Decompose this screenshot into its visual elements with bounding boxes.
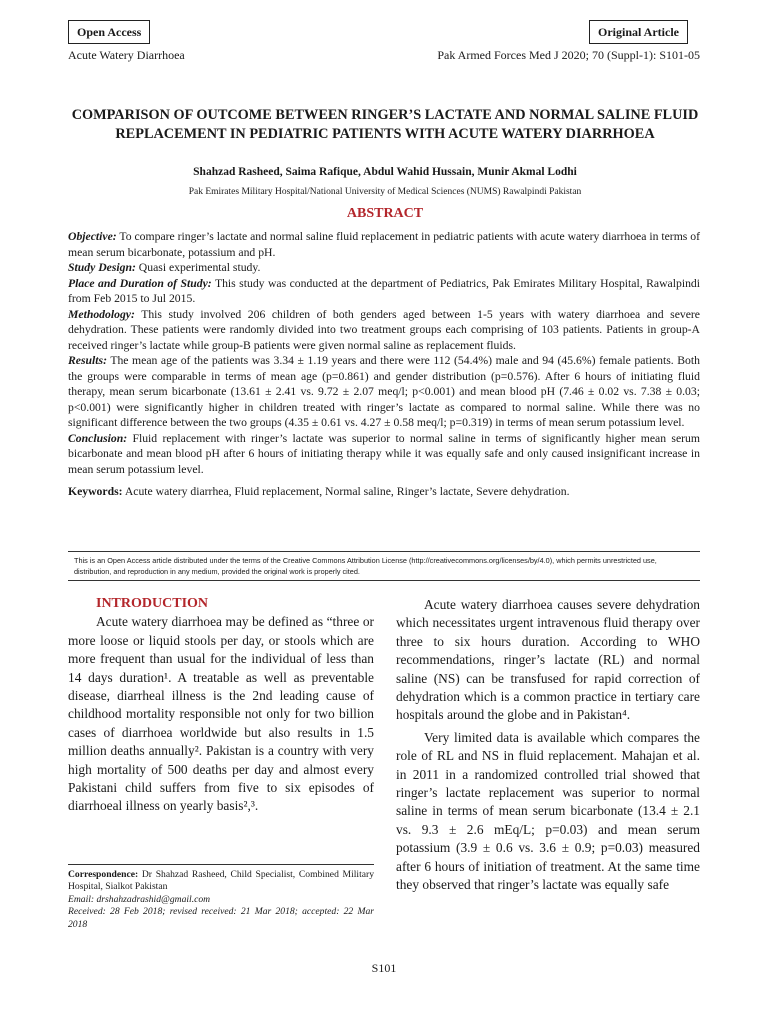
keywords-text: Acute watery diarrhea, Fluid replacement, Normal saline, Ringer’s lactate, Severe dehydration. xyxy=(124,485,570,498)
abstract-conclusion xyxy=(68,431,700,478)
intro-paragraph-3: Very limited data is available which compares the role of RL and NS in fluid replacement. Mahajan et al. in 2011 in a randomized controlled trial showed that ringer’s lactate replacement was superior to normal saline in terms of mean serum bicarbonate (13.4 ± 2.1 vs. 9.3 ± 2.6 mEq/L; p=0.03) and mean serum potassium (3.9 ± 0.6 vs. 3.6 ± 0.9; p=0.03) measured after 6 hours of initiation of treatment. At the same time they observed that ringer’s lactate was equally safe xyxy=(396,729,700,893)
abstract-heading: ABSTRACT xyxy=(346,206,424,221)
methodology-label: Methodology: xyxy=(68,307,135,321)
conclusion-label: Conclusion: xyxy=(68,431,128,445)
license-notice: This is an Open Access article distributed under the terms of the Creative Commons Attribution License (http://creativecommons.org/licenses/by/4.0), which permits unrestricted use, distribution, and reproduction in any medium, provided the original work is properly cited. xyxy=(68,551,700,581)
correspondence-dates: Received: 28 Feb 2018; revised received: 21 Mar 2018; accepted: 22 Mar 2018 xyxy=(68,906,374,930)
intro-paragraph-1: Acute watery diarrhoea may be defined as “three or more loose or liquid stools per day, or stools which are more frequent than usual for the individual of less than 14 days duration¹. A treatable as well as preventable disease, diarrheal illness is the 2nd leading cause of childhood mortality responsible not only for two billion cases of diarrhoea worldwide but also results in 1.5 million deaths annually². Pakistan is a country with very high mortality of 500 deaths per day and almost every Pakistani child suffers from five to six episodes of diarrhoeal illness on yearly basis²,³. xyxy=(68,614,374,814)
affiliation: Pak Emirates Military Hospital/National University of Medical Sciences (NUMS) Rawalpindi Pakistan xyxy=(188,187,582,197)
article-title: COMPARISON OF OUTCOME BETWEEN RINGER’S LACTATE AND NORMAL SALINE FLUID REPLACEMENT IN PEDIATRIC PATIENTS WITH ACUTE WATERY DIARRHOEA xyxy=(71,107,699,142)
correspondence-block xyxy=(68,864,374,931)
introduction-right-column xyxy=(396,596,700,895)
intro-paragraph-2: Acute watery diarrhoea causes severe dehydration which necessitates urgent intravenous fluid therapy over three to six hours duration. According to WHO recommendations, ringer’s lactate (RL) and normal saline (NS) can be transfused for rapid correction of dehydration which is a common practice in tertiary care hospitals around the globe and in Pakistan⁴. xyxy=(396,597,700,723)
abstract-place xyxy=(68,276,700,307)
results-label: Results: xyxy=(68,354,107,367)
abstract-objective xyxy=(68,229,700,260)
author-list: Shahzad Rasheed, Saima Rafique, Abdul Wahid Hussain, Munir Akmal Lodhi xyxy=(193,166,577,178)
abstract-body xyxy=(68,229,700,500)
design-label: Study Design: xyxy=(68,261,136,274)
correspondence-email: Email: drshahzadrashid@gmail.com xyxy=(68,893,211,905)
place-label: Place and Duration of Study: xyxy=(68,276,212,290)
open-access-badge: Open Access xyxy=(68,20,150,44)
place-text: This study was conducted at the department of Pediatrics, Pak Emirates Military Hospital, Rawalpindi from Feb 2015 to Jul 2015. xyxy=(68,276,701,305)
conclusion-text: Fluid replacement with ringer’s lactate was superior to normal saline in terms of significantly higher mean serum bicarbonate and mean blood pH after 6 hours of initiating therapy while it was equally safe and only caused insignificant increase in mean serum potassium level. xyxy=(68,431,700,476)
page-number: S101 xyxy=(371,961,397,975)
running-title: Acute Watery Diarrhoea xyxy=(68,48,185,62)
abstract-methodology xyxy=(68,307,700,354)
methodology-text: This study involved 206 children of both genders aged between 1-5 years with watery diarrhoea and severe dehydration. These patients were randomly divided into two treatment groups each comprising of 103 patients. Patients in group-A received ringer’s lactate while group-B patients were given normal saline as replacement fluids. xyxy=(68,307,700,352)
article-type-badge: Original Article xyxy=(589,20,688,44)
objective-text: To compare ringer’s lactate and normal saline fluid replacement in pediatric patients with acute watery diarrhoea in terms of mean serum bicarbonate, potassium and pH. xyxy=(68,230,700,259)
abstract-design xyxy=(68,260,700,276)
results-text: The mean age of the patients was 3.34 ± 1.19 years and there were 112 (54.4%) male and 94 (45.6%) female patients. Both the groups were comparable in terms of mean age (p=0.861) and gender distribution (p=0.576). After 6 hours of initiating fluid therapy, mean serum bicarbonate (13.61 ± 2.41 vs. 9.72 ± 2.07 meq/l; p<0.001) and mean blood pH (7.46 ± 0.02 vs. 7.38 ± 0.03; p<0.001) were significantly higher in children treated with ringer’s lactate as compared to normal saline. While there was no significant difference between the two groups (4.35 ± 0.61 vs. 4.27 ± 0.58 meq/l; p=0.319) in terms of mean serum potassium level. xyxy=(68,354,700,429)
objective-label: Objective: xyxy=(68,230,117,243)
correspondence-label: Correspondence: xyxy=(68,869,139,880)
introduction-heading: INTRODUCTION xyxy=(96,596,209,611)
journal-reference: Pak Armed Forces Med J 2020; 70 (Suppl-1): S101-05 xyxy=(437,48,700,62)
keywords-label: Keywords: xyxy=(68,485,123,498)
correspondence-line xyxy=(68,869,374,894)
introduction-left-column xyxy=(68,595,374,816)
correspondence-text: Dr Shahzad Rasheed, Child Specialist, Combined Military Hospital, Sialkot Pakistan xyxy=(68,869,374,893)
abstract-results xyxy=(68,353,700,431)
design-text: Quasi experimental study. xyxy=(138,261,261,274)
abstract-keywords xyxy=(68,484,700,500)
